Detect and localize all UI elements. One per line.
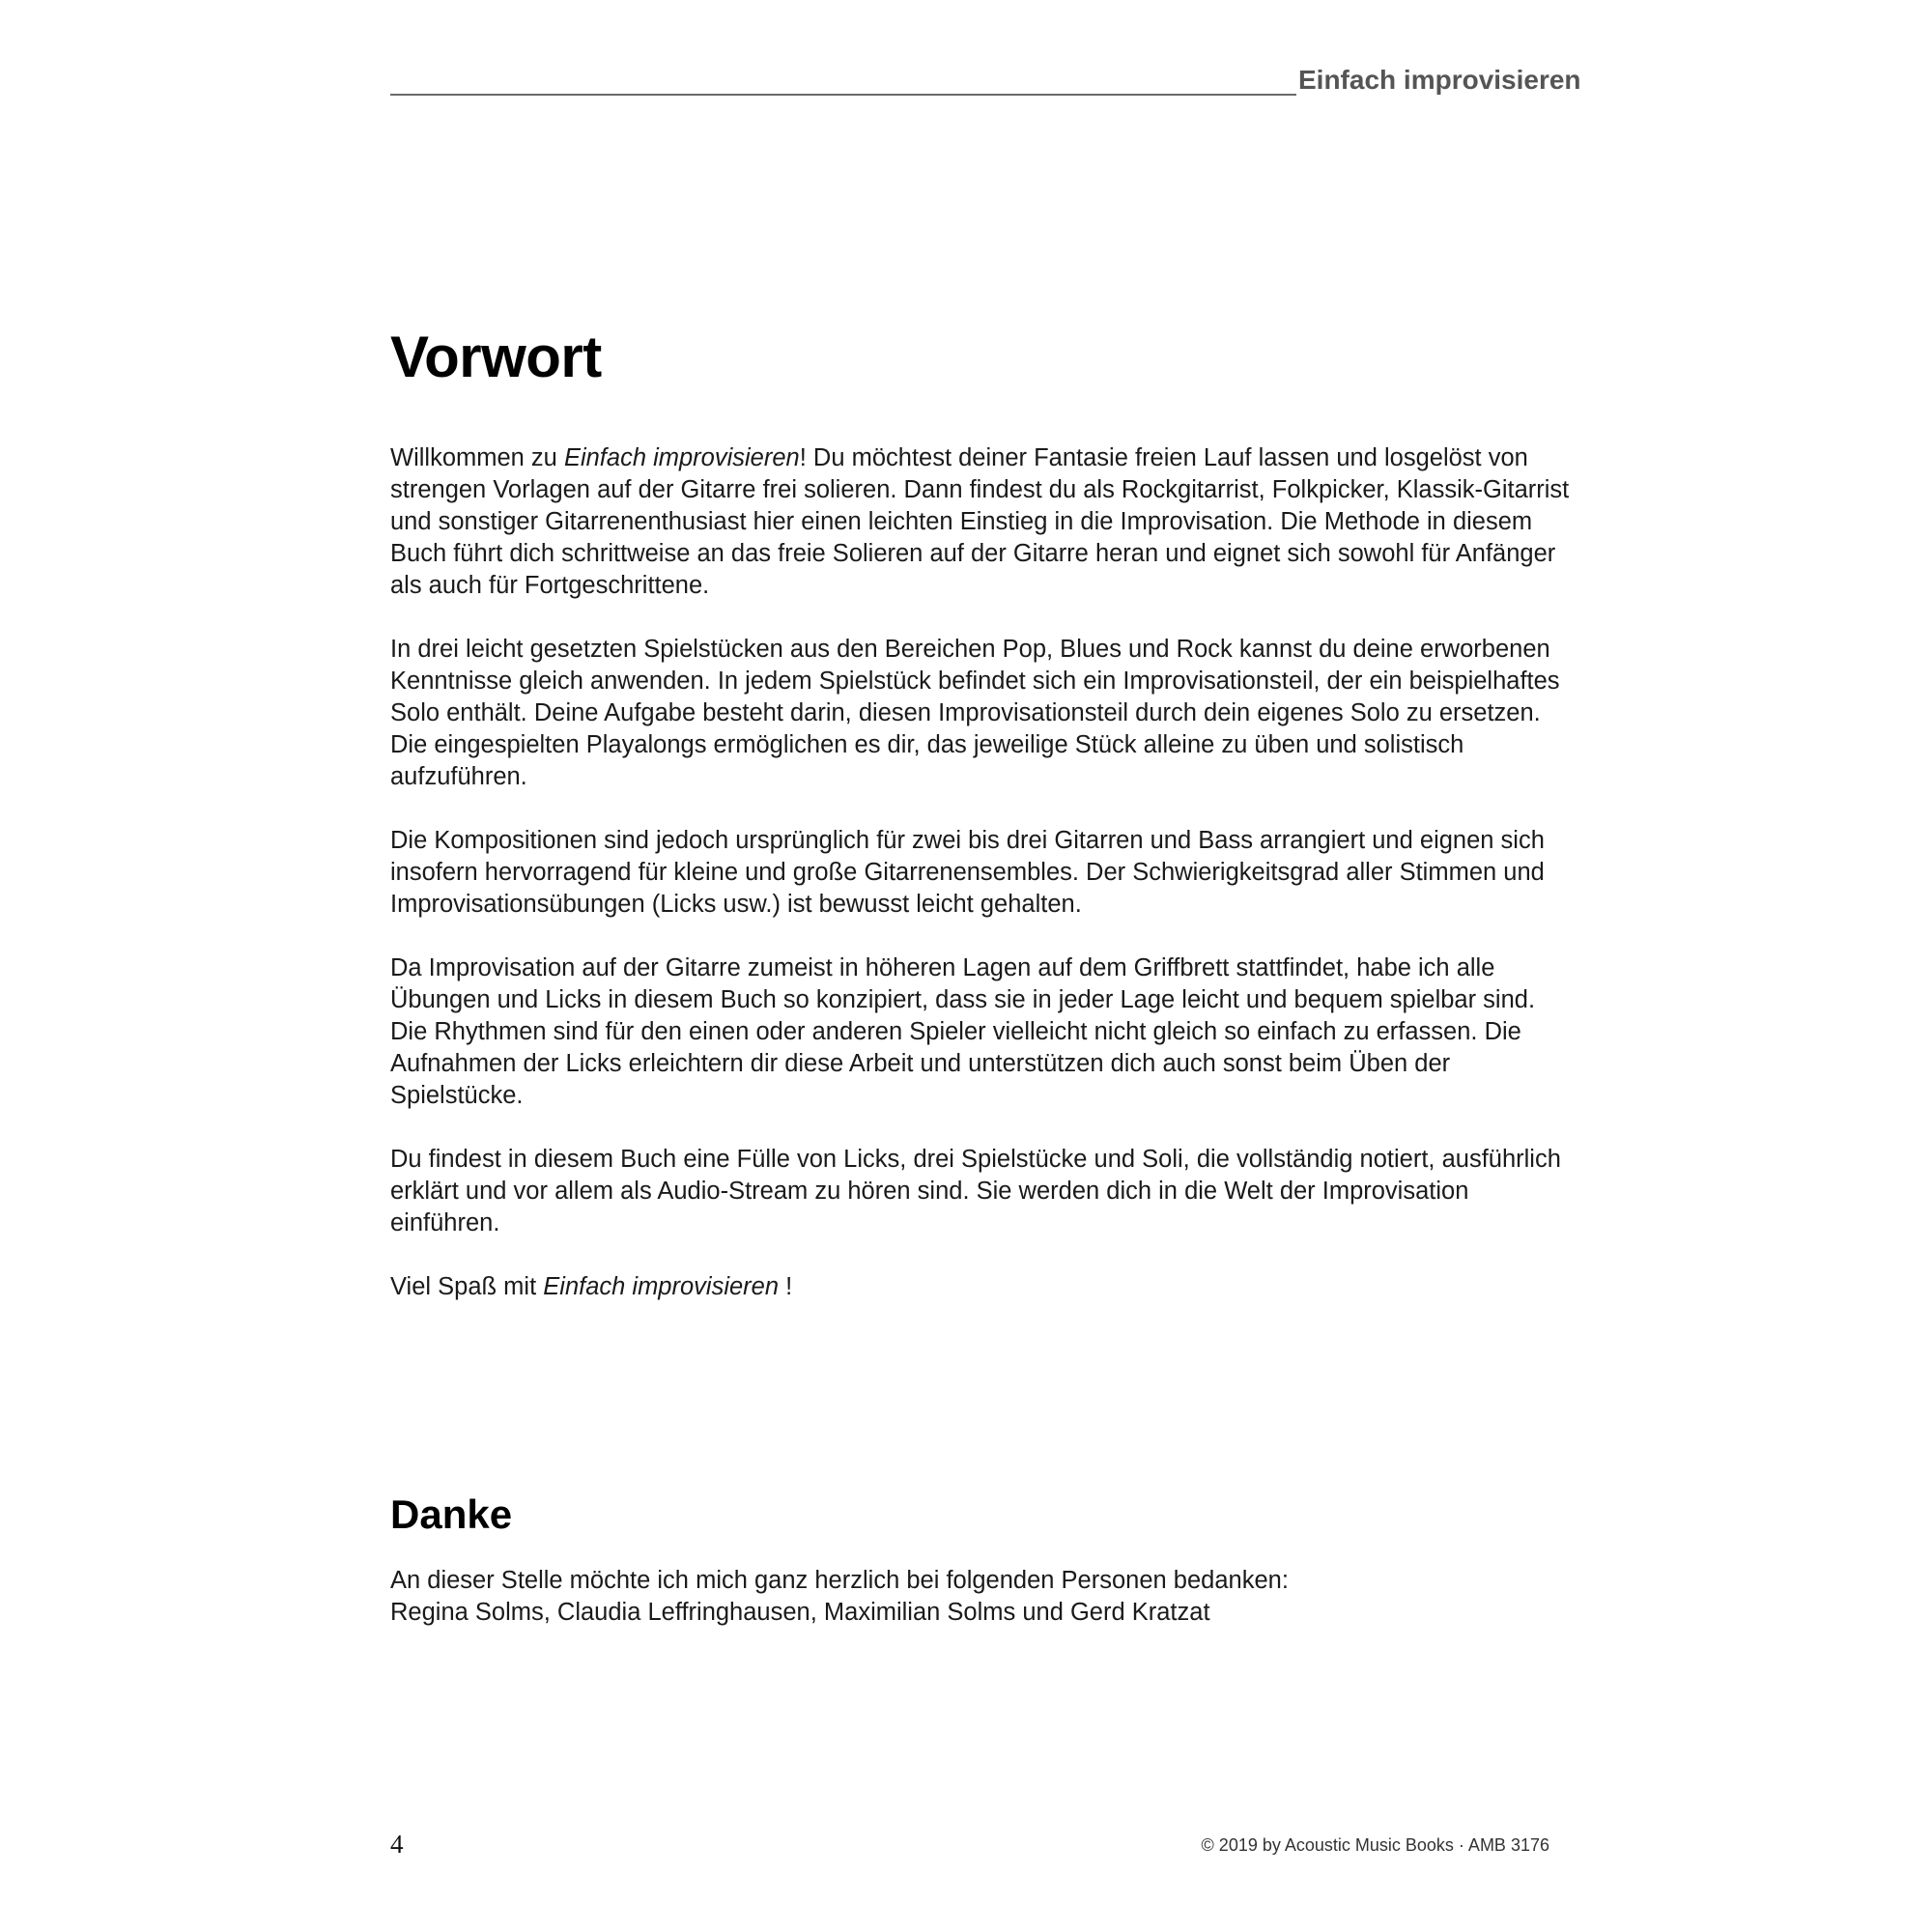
text-run: ! xyxy=(779,1273,793,1300)
book-title-italic: Einfach improvisieren xyxy=(543,1273,780,1300)
paragraph xyxy=(390,442,1578,602)
danke-section xyxy=(390,1488,1578,1629)
paragraph xyxy=(390,952,1578,1112)
danke-intro: An dieser Stelle möchte ich mich ganz herzlich bei folgenden Personen bedanken: xyxy=(390,1567,1289,1594)
vorwort-heading: Vorwort xyxy=(390,325,602,389)
running-title: Einfach improvisieren xyxy=(1298,65,1581,95)
text-run: Die Kompositionen sind jedoch ursprünglich für zwei bis drei Gitarren und Bass arrangiert und eignen sich insofern hervorragend für kleine und große Gitarrenensembles. Der Schwierigkeitsgrad aller Stimmen und Improvisationsübungen (Licks usw.) ist bewusst leicht gehalten. xyxy=(390,827,1545,918)
paragraph xyxy=(390,1144,1578,1239)
paragraph xyxy=(390,1271,1578,1303)
danke-heading: Danke xyxy=(390,1492,513,1537)
book-title-italic: Einfach improvisieren xyxy=(563,444,800,471)
text-run: ! Du möchtest deiner Fantasie freien Lauf lassen und losgelöst von strengen Vorlagen auf der Gitarre frei solieren. Dann findest du als Rockgitarrist, Folkpicker, Klassik-Gitarrist und sonstiger Gitarrenenthusiast hier einen leichten Einstieg in die Improvisation. Die Methode in diesem Buch führt dich schrittweise an das freie Solieren auf der Gitarre heran und eignet sich sowohl für Anfänger als auch für Fortgeschrittene. xyxy=(390,444,1570,599)
paragraph xyxy=(390,634,1578,793)
text-run: Willkommen zu xyxy=(390,444,564,471)
text-run: Viel Spaß mit xyxy=(390,1273,544,1300)
page-number: 4 xyxy=(390,1830,404,1859)
text-run: Da Improvisation auf der Gitarre zumeist in höheren Lagen auf dem Griffbrett stattfindet, habe ich alle Übungen und Licks in diesem Buch so konzipiert, dass sie in jeder Lage leicht und bequem spielbar sind. Die Rhythmen sind für den einen oder anderen Spieler vielleicht nicht gleich so einfach zu erfassen. Die Aufnahmen der Licks erleichtern dir diese Arbeit und unterstützen dich auch sonst beim Üben der Spielstücke. xyxy=(390,954,1536,1109)
text-run: Du findest in diesem Buch eine Fülle von Licks, drei Spielstücke und Soli, die vollständig notiert, ausführlich erklärt und vor allem als Audio-Stream zu hören sind. Sie werden dich in die Welt der Improvisation einführen. xyxy=(390,1146,1561,1236)
vorwort-body xyxy=(390,442,1578,1335)
running-header xyxy=(390,64,1581,97)
vorwort-section xyxy=(390,319,1578,396)
danke-names: Regina Solms, Claudia Leffringhausen, Maximilian Solms und Gerd Kratzat xyxy=(390,1599,1210,1626)
copyright-notice: © 2019 by Acoustic Music Books · AMB 3176 xyxy=(1201,1835,1549,1855)
paragraph xyxy=(390,825,1578,921)
header-rule xyxy=(390,94,1296,96)
text-run: In drei leicht gesetzten Spielstücken aus den Bereichen Pop, Blues und Rock kannst du deine erworbenen Kenntnisse gleich anwenden. In jedem Spielstück befindet sich ein Improvisationsteil, der ein beispielhaftes Solo enthält. Deine Aufgabe besteht darin, diesen Improvisationsteil durch dein eigenes Solo zu ersetzen. Die eingespielten Playalongs ermöglichen es dir, das jeweilige Stück alleine zu üben und solistisch aufzuführen. xyxy=(390,636,1560,790)
